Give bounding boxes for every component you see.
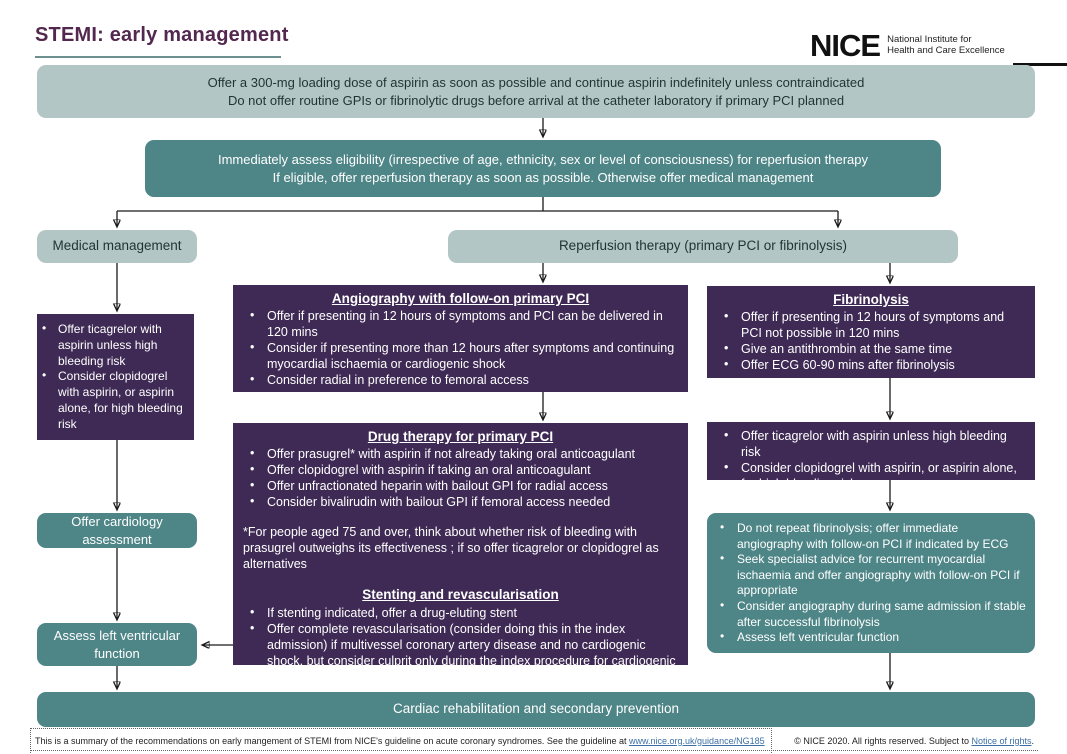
assess-box-line2: If eligible, offer reperfusion therapy as soon as possible. Otherwise offer medical management [272,169,814,185]
bullet-item: • Give an antithrombin at the same time [717,341,1025,357]
cardiology-assessment-box: Offer cardiology assessment [37,513,197,548]
drug-therapy-bullet-list [243,446,678,510]
copyright-text: © NICE 2020. All rights reserved. Subject to [794,735,972,746]
bullet-item: • Offer if presenting in 12 hours of symptoms and PCI not possible in 120 mins [717,309,1025,341]
assess-lv-function-box: Assess left ventricular function [37,623,197,666]
nice-tagline-line1: National Institute for [887,33,972,45]
bullet-item: • Offer ticagrelor with aspirin unless high bleeding risk [717,428,1025,460]
stenting-title: Stenting and revascularisation [362,587,559,603]
fibrinolysis-title: Fibrinolysis [833,292,909,307]
footer-copyright [794,736,1038,746]
bullet-item: • Offer ticagrelor with aspirin unless high bleeding risk [39,322,190,369]
nice-logo-tagline [887,35,1005,57]
medical-drugs-bullet-list [39,322,190,433]
assess-box-line1: Immediately assess eligibility (irrespective of age, ethnicity, sex or level of consciousness) for reperfusion therapy [217,151,869,167]
bullet-item: • Offer ECG 60-90 mins after fibrinolysis [717,357,1025,373]
followup-bullet-list [713,521,1027,646]
fibrinolysis-followup-box [707,513,1035,653]
cardiac-rehab-box: Cardiac rehabilitation and secondary prevention [37,692,1035,727]
nice-logo-wordmark: NICE [810,28,881,63]
bullet-item: • Do not repeat fibrinolysis; offer immediate angiography with follow-on PCI if indicated by ECG [713,521,1027,552]
nice-logo [810,30,1005,61]
bullet-item: • If stenting indicated, offer a drug-eluting stent [243,605,678,621]
prasugrel-footnote: *For people aged 75 and over, think about whether risk of bleeding with prasugrel outweighs its effectiveness ; if so offer ticagrelor or clopidogrel as alternatives [243,525,659,572]
page-title: STEMI: early management [35,24,289,46]
medical-management-label-box: Medical management [37,230,197,263]
bullet-item: • Offer if presenting in 12 hours of symptoms and PCI can be delivered in 120 mins [243,308,678,340]
angiography-pci-box [233,285,688,392]
bullet-item: • Consider bivalirudin with bailout GPI if femoral access needed [243,494,678,510]
bullet-item: • Offer complete revascularisation (consider doing this in the index admission) if multivessel coronary artery disease and no cardiogenic shock, but consider culprit only during the index procedure for cardiogenic shock [243,621,678,685]
post-fibrinolysis-drugs-box [707,422,1035,491]
title-underline [35,56,281,58]
drug-therapy-stenting-box [233,423,688,684]
aspirin-loading-dose-box [37,65,1035,118]
bullet-item: • Assess left ventricular function [713,630,1027,646]
bullet-item: • Offer clopidogrel with aspirin if taking an oral anticoagulant [243,462,678,478]
footer [30,731,1038,751]
bullet-item: • Consider clopidogrel with aspirin, or aspirin alone, for high bleeding risk [717,460,1025,492]
bullet-item: • Seek specialist advice for recurrent myocardial ischaemia and offer angiography with follow-on PCI if appropriate [713,552,1027,599]
copyright-suffix: . [1031,735,1034,746]
fibrinolysis-box [707,286,1035,378]
aspirin-box-line1: Offer a 300-mg loading dose of aspirin as soon as possible and continue aspirin indefinitely unless contraindicated [207,74,865,90]
angiography-bullet-list [243,308,678,388]
reperfusion-therapy-label-box: Reperfusion therapy (primary PCI or fibrinolysis) [448,230,958,263]
footer-summary [30,728,772,753]
bullet-item: • Consider radial in preference to femoral access [243,372,678,388]
post-fibrinolysis-bullet-list [717,428,1025,492]
drug-therapy-title: Drug therapy for primary PCI [367,429,554,444]
bullet-item: • Consider angiography during same admission if stable after successful fibrinolysis [713,599,1027,630]
medical-management-drugs-box [37,314,194,440]
footer-summary-text: This is a summary of the recommendations on early mangement of STEMI from NICE's guideline on acute coronary syndromes. See the guideline at [35,735,627,746]
notice-of-rights-link[interactable]: Notice of rights [971,735,1032,746]
bullet-item: • Consider clopidogrel with aspirin, or aspirin alone, for high bleeding risk [39,369,190,432]
bullet-item: • Offer prasugrel* with aspirin if not already taking oral anticoagulant [243,446,678,462]
nice-tagline-line2: Health and Care Excellence [887,44,1005,56]
bullet-item: • Consider if presenting more than 12 hours after symptoms and continuing myocardial ischaemia or cardiogenic shock [243,340,678,372]
fibrinolysis-bullet-list [717,309,1025,373]
stenting-bullet-list [243,605,678,685]
guideline-link[interactable]: www.nice.org.uk/guidance/NG185 [629,735,765,746]
angiography-box-title: Angiography with follow-on primary PCI [331,291,590,306]
aspirin-box-line2: Do not offer routine GPIs or fibrinolytic drugs before arrival at the catheter laboratory if primary PCI planned [227,92,845,108]
assess-eligibility-box [145,140,941,197]
bullet-item: • Offer unfractionated heparin with bailout GPI for radial access [243,478,678,494]
